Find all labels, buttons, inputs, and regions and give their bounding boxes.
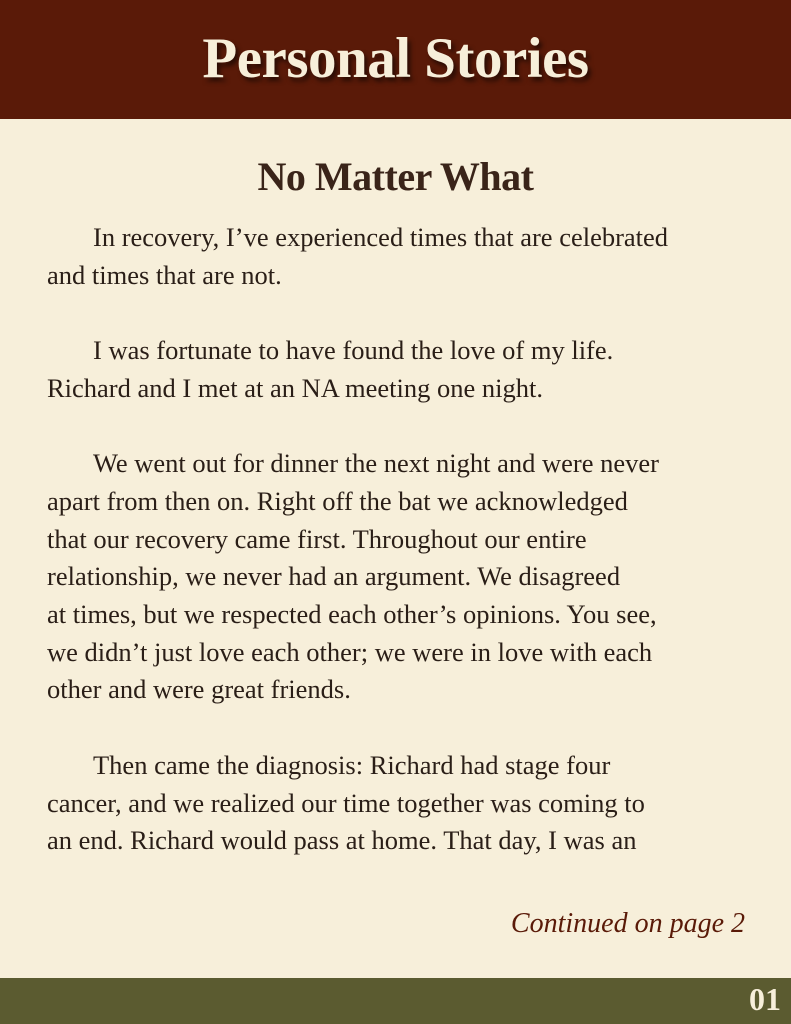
story-paragraph-4: Then came the diagnosis: Richard had stage four cancer, and we realized our time together was coming to an end. Richard would pass at home. That day, I was an: [47, 749, 645, 856]
page-number: 01: [749, 981, 781, 1017]
story-paragraph-2: I was fortunate to have found the love of my life. Richard and I met at an NA meeting one night.: [47, 335, 614, 403]
continued-link[interactable]: Continued on page 2: [510, 908, 745, 939]
story-title: No Matter What: [257, 154, 534, 199]
story-paragraph-3: We went out for dinner the next night and were never apart from then on. Right off the bat we acknowledged that our recovery came first. Throughout our entire relationship, we never had an argument. We disagreed at times, but we respected each other’s opinions. You see, we didn’t just love each other; we were in love with each other and were great friends.: [47, 448, 659, 705]
header-banner: [0, 0, 791, 119]
story-body: [47, 219, 757, 898]
footer-bar: [0, 978, 791, 1024]
section-title: Personal Stories: [202, 27, 589, 90]
story-paragraph-1: In recovery, I’ve experienced times that are celebrated and times that are not.: [47, 222, 669, 290]
